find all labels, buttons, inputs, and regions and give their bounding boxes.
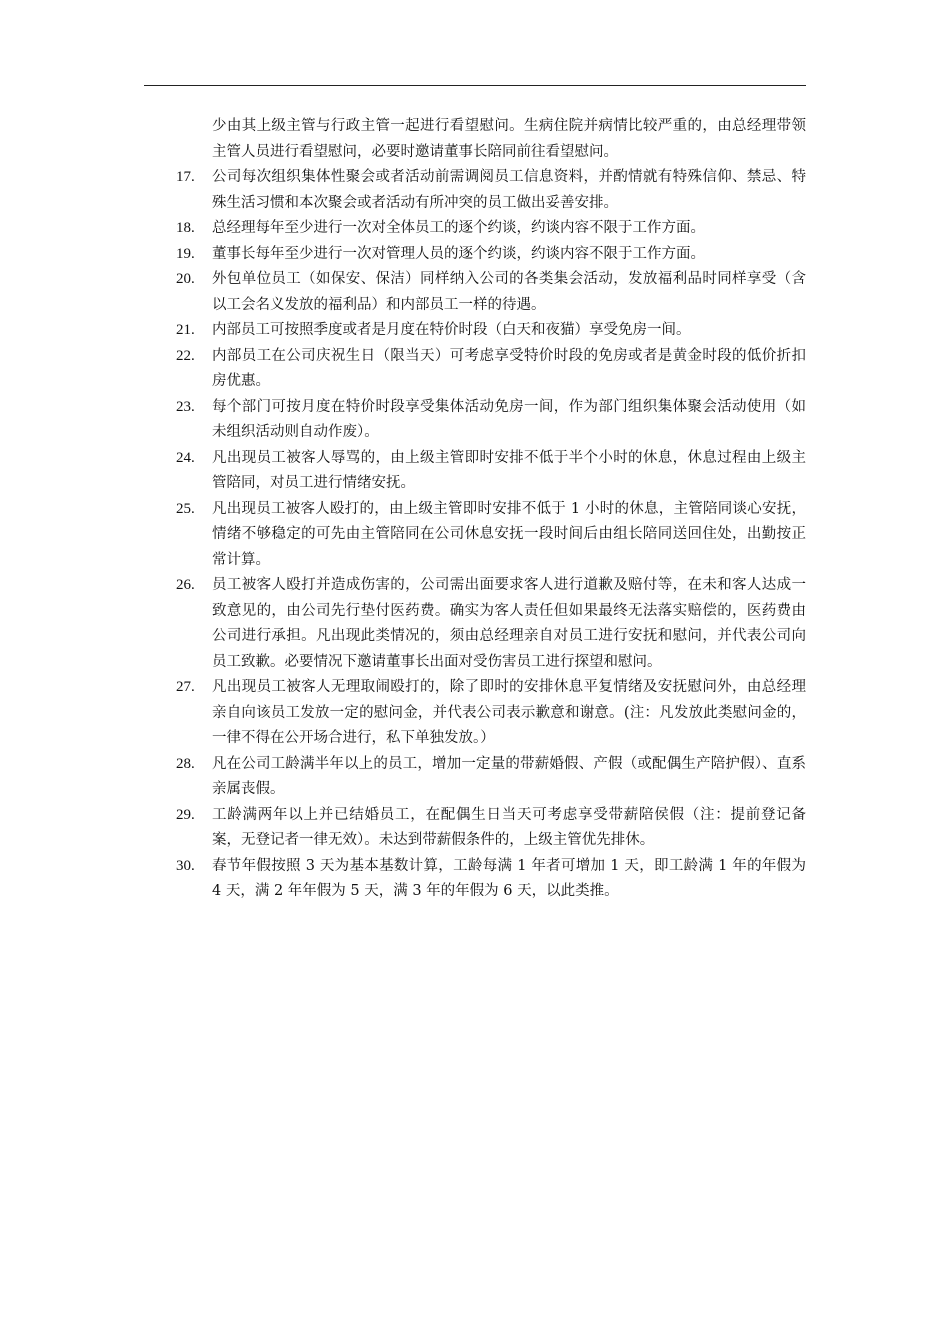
item-text: 春节年假按照 3 天为基本基数计算，工龄每满 1 年者可增加 1 天，即工龄满 1 年的年假为 4 天，满 2 年年假为 5 天，满 3 年的年假为 6 天，以此类推。 — [212, 857, 806, 899]
list-item — [176, 854, 806, 905]
item-text: 公司每次组织集体性聚会或者活动前需调阅员工信息资料，并酌情就有特殊信仰、禁忌、特殊生活习惯和本次聚会或者活动有所冲突的员工做出妥善安排。 — [212, 169, 806, 211]
item-number: 28. — [176, 755, 195, 772]
list-item — [176, 573, 806, 675]
list-item — [176, 165, 806, 216]
item-text: 工龄满两年以上并已结婚员工，在配偶生日当天可考虑享受带薪陪侯假（注：提前登记备案，无登记者一律无效）。未达到带薪假条件的，上级主管优先排休。 — [212, 806, 806, 848]
header-rule — [144, 85, 806, 86]
item-number: 24. — [176, 449, 195, 466]
continuation-paragraph: 少由其上级主管与行政主管一起进行看望慰问。生病住院并病情比较严重的，由总经理带领主管人员进行看望慰问，必要时邀请董事长陪同前往看望慰问。 — [212, 118, 806, 160]
item-number: 21. — [176, 322, 195, 338]
item-text: 凡出现员工被客人殴打的，由上级主管即时安排不低于 1 小时的休息，主管陪同谈心安抚，情绪不够稳定的可先由主管陪同在公司休息安抚一段时间后由组长陪同送回住处，出勤按正常计算。 — [212, 500, 806, 568]
policy-list — [176, 165, 806, 905]
list-item — [176, 267, 806, 318]
document-body — [176, 114, 806, 905]
list-item — [176, 446, 806, 497]
item-number: 26. — [176, 577, 195, 593]
item-number: 27. — [176, 679, 195, 695]
item-text: 凡出现员工被客人无理取闹殴打的，除了即时的安排休息平复情绪及安抚慰问外，由总经理亲自向该员工发放一定的慰问金，并代表公司表示歉意和谢意。(注：凡发放此类慰问金的，一律不得在公开场合进行，私下单独发放。） — [212, 679, 806, 746]
item-text: 总经理每年至少进行一次对全体员工的逐个约谈，约谈内容不限于工作方面。 — [212, 220, 705, 236]
list-item — [176, 395, 806, 446]
item-number: 17. — [176, 169, 195, 185]
item-number: 29. — [176, 806, 195, 823]
item-text: 员工被客人殴打并造成伤害的，公司需出面要求客人进行道歉及赔付等，在未和客人达成一致意见的，由公司先行垫付医药费。确实为客人责任但如果最终无法落实赔偿的，医药费由公司进行承担。凡出现此类情况的，须由总经理亲自对员工进行安抚和慰问，并代表公司向员工致歉。必要情况下邀请董事长出面对受伤害员工进行探望和慰问。 — [212, 577, 806, 670]
item-text: 凡在公司工龄满半年以上的员工，增加一定量的带薪婚假、产假（或配偶生产陪护假）、直系亲属丧假。 — [212, 755, 806, 797]
item-number: 23. — [176, 398, 195, 415]
list-item — [176, 344, 806, 395]
item-text: 凡出现员工被客人辱骂的，由上级主管即时安排不低于半个小时的休息，休息过程由上级主管陪同，对员工进行情绪安抚。 — [212, 449, 806, 491]
list-item — [176, 803, 806, 854]
item-number: 20. — [176, 271, 195, 287]
list-item — [176, 242, 806, 268]
item-text: 董事长每年至少进行一次对管理人员的逐个约谈，约谈内容不限于工作方面。 — [212, 245, 705, 262]
list-item — [176, 216, 806, 242]
list-item — [176, 497, 806, 574]
item-number: 25. — [176, 500, 195, 517]
item-text: 内部员工在公司庆祝生日（限当天）可考虑享受特价时段的免房或者是黄金时段的低价折扣房优惠。 — [212, 347, 806, 389]
item-text: 内部员工可按照季度或者是月度在特价时段（白天和夜猫）享受免房一间。 — [212, 322, 691, 338]
item-text: 外包单位员工（如保安、保洁）同样纳入公司的各类集会活动，发放福利品时同样享受（含以工会名义发放的福利品）和内部员工一样的待遇。 — [212, 271, 806, 313]
item-text: 每个部门可按月度在特价时段享受集体活动免房一间，作为部门组织集体聚会活动使用（如未组织活动则自动作废）。 — [212, 398, 806, 440]
item-number: 22. — [176, 347, 195, 364]
item-number: 30. — [176, 857, 195, 874]
list-item — [176, 675, 806, 752]
list-item — [176, 752, 806, 803]
list-item — [176, 318, 806, 344]
item-number: 18. — [176, 220, 195, 236]
item-number: 19. — [176, 245, 195, 262]
